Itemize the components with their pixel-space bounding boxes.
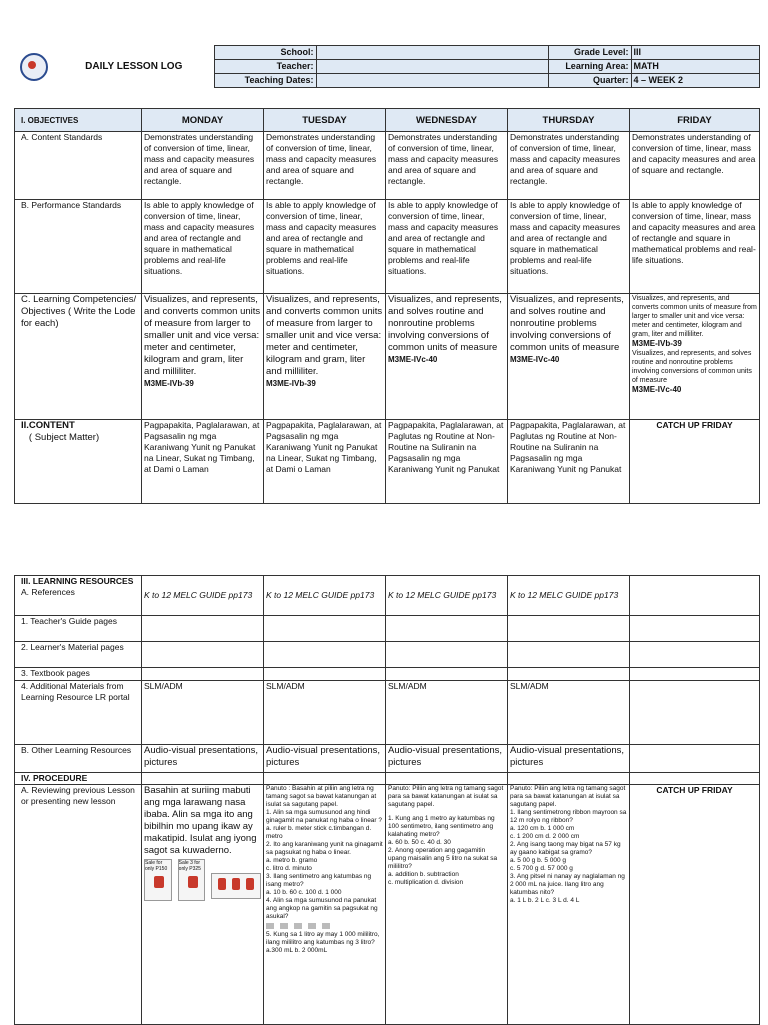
review-thu: Panuto: Piliin ang letra ng tamang sagot para sa bawat katanungan at isulat sa sagutang papel. 1. Ilang sentimetrong ribbon mayroon sa 12 m rolyo ng ribbon? a. 120 cm b. 1 000 cm c. 1 200 cm d. 2 000 cm 2. Ang isang taong may bigat na 57 kg ay gaano kabigat sa gramo? a. 5 00 g b. 5 000 g c. 5 700 g d. 57 000 g 3. Ang pitsel ni nanay ay naglalaman ng 2 000 mL na juice. Ilang litro ang katumbas nito? a. 1 L b. 2 L c. 3 L d. 4 L <box>508 785 630 1025</box>
procedure-label: IV. PROCEDURE <box>15 773 142 785</box>
sale-pictures <box>144 859 261 901</box>
av-thu: Audio-visual presentations, pictures <box>508 745 630 773</box>
school-label: School: <box>214 46 316 60</box>
quarter-value: 4 – WEEK 2 <box>631 74 759 88</box>
content-fri: CATCH UP FRIDAY <box>630 420 760 504</box>
perf-std-tue: Is able to apply knowledge of conversion of time, linear, mass and capacity measures and area of rectangle and square in mathematical problems and real-life situations. <box>264 200 386 294</box>
objectives-table <box>14 108 760 504</box>
page-title: DAILY LESSON LOG <box>85 61 183 72</box>
av-tue: Audio-visual presentations, pictures <box>264 745 386 773</box>
competency-fri: Visualizes, and represents, and converts common units of measure from larger to smaller unit and vice versa: meter and centimeter, kilogram and gram, liter and milliliter. M3ME-IVb-39 Visualizes, and represents, and solves routine and nonroutine problems involving conversions of common units of measure M3ME-IVc-40 <box>630 294 760 420</box>
day-thursday: THURSDAY <box>508 109 630 132</box>
day-friday: FRIDAY <box>630 109 760 132</box>
guide-mon: K to 12 MELC GUIDE pp173 <box>142 576 264 616</box>
grade-value: III <box>631 46 759 60</box>
content-thu: Pagpapakita, Paglalarawan, at Paglutas ng Routine at Non-Routine na Suliranin na Pagsasalin ng mga Karaniwang Yunit ng Panukat <box>508 420 630 504</box>
content-label: II.CONTENT ( Subject Matter) <box>15 420 142 504</box>
guide-wed: K to 12 MELC GUIDE pp173 <box>386 576 508 616</box>
area-label: Learning Area: <box>548 60 631 74</box>
resources-table <box>14 575 760 1025</box>
resources-label: III. LEARNING RESOURCES A. References <box>15 576 142 616</box>
header-table <box>14 45 760 88</box>
guide-fri <box>630 576 760 616</box>
competencies-label: C. Learning Competencies/ Objectives ( Write the Lode for each) <box>15 294 142 420</box>
sale-picture-1: Sale for only P150 <box>144 859 172 901</box>
review-fri: CATCH UP FRIDAY <box>630 785 760 1025</box>
dates-label: Teaching Dates: <box>214 74 316 88</box>
objectives-header: I. OBJECTIVES <box>15 109 142 132</box>
guide-tue: K to 12 MELC GUIDE pp173 <box>264 576 386 616</box>
other-resources-label: B. Other Learning Resources <box>15 745 142 773</box>
content-wed: Pagpapakita, Paglalarawan, at Paglutas ng Routine at Non-Routine na Suliranin na Pagsasalin ng mga Karaniwang Yunit ng Panukat <box>386 420 508 504</box>
textbook-label: 3. Textbook pages <box>15 668 142 681</box>
content-std-tue: Demonstrates understanding of conversion of time, linear, mass and capacity measures and area of square and rectangle. <box>264 132 386 200</box>
teacher-value[interactable] <box>316 60 548 74</box>
competency-thu: Visualizes, and represents, and solves routine and nonroutine problems involving conversions of common units of measure M3ME-IVc-40 <box>508 294 630 420</box>
teacher-guide-label: 1. Teacher's Guide pages <box>15 616 142 642</box>
additional-materials-label: 4. Additional Materials from Learning Resource LR portal <box>15 681 142 745</box>
performance-standards-label: B. Performance Standards <box>15 200 142 294</box>
quarter-label: Quarter: <box>548 74 631 88</box>
day-wednesday: WEDNESDAY <box>386 109 508 132</box>
sale-picture-2: Sale 3 for only P325 <box>178 859 206 901</box>
content-std-wed: Demonstrates understanding of conversion of time, linear, mass and capacity measures and area of square and rectangle. <box>386 132 508 200</box>
content-std-thu: Demonstrates understanding of conversion of time, linear, mass and capacity measures and area of square and rectangle. <box>508 132 630 200</box>
content-mon: Pagpapakita, Paglalarawan, at Pagsasalin ng mga Karaniwang Yunit ng Panukat na Linear, Sukat ng Timbang, at Dami o Laman <box>142 420 264 504</box>
av-mon: Audio-visual presentations, pictures <box>142 745 264 773</box>
grade-label: Grade Level: <box>548 46 631 60</box>
day-tuesday: TUESDAY <box>264 109 386 132</box>
measure-tools-picture <box>266 923 336 929</box>
perf-std-wed: Is able to apply knowledge of conversion of time, linear, mass and capacity measures and area of rectangle and square in mathematical problems and real-life situations. <box>386 200 508 294</box>
slm-wed: SLM/ADM <box>386 681 508 745</box>
review-tue: Panuto : Basahin at piliin ang letra ng tamang sagot sa bawat katanungan at isulat sa sagutang papel. 1. Alin sa mga sumusunod ang hindi ginagamit na panukat ng haba o linear ? a. ruler b. meter stick c.timbangan d. metro 2. Ito ang karaniwang yunit na ginagamit sa pagsukat ng haba o linear. a. metro b. gramo c. litro d. minuto 3. Ilang sentimetro ang katumbas ng isang metro? a. 10 b. 60 c. 100 d. 1 000 4. Alin sa mga sumusunod na panukat ang angkop na gamitin sa pagsukat ng asukal? 5. Kung sa 1 litro ay may 1 000 mililitro, ilang mililitro ang katumbas ng 3 litro? a.300 mL b. 2 000mL <box>264 785 386 1025</box>
competency-wed: Visualizes, and represents, and solves routine and nonroutine problems involving conversions of common units of measure M3ME-IVc-40 <box>386 294 508 420</box>
teacher-label: Teacher: <box>214 60 316 74</box>
content-standards-label: A. Content Standards <box>15 132 142 200</box>
perf-std-mon: Is able to apply knowledge of conversion of time, linear, mass and capacity measures and area of rectangle and square in mathematical problems and real-life situations. <box>142 200 264 294</box>
content-std-mon: Demonstrates understanding of conversion of time, linear, mass and capacity measures and area of square and rectangle. <box>142 132 264 200</box>
review-mon: Basahin at suriing mabuti ang mga larawang nasa ibaba. Alin sa mga ito ang bibilhin mo upang ikaw ay makatipid. Isulat ang iyong sagot sa kuwaderno. Sale for only P150 Sale 3 for only P325 <box>142 785 264 1025</box>
competency-code-tue: M3ME-IVb-39 <box>266 379 316 388</box>
competency-mon: Visualizes, and represents, and converts common units of measure from larger to smaller unit and vice versa: meter and centimeter, kilogram and gram, liter and milliliter. M3ME-IVb-39 <box>142 294 264 420</box>
slm-thu: SLM/ADM <box>508 681 630 745</box>
dates-value[interactable] <box>316 74 548 88</box>
day-monday: MONDAY <box>142 109 264 132</box>
review-wed: Panuto: Piliin ang letra ng tamang sagot para sa bawat katanungan at isulat sa sagutang papel. 1. Kung ang 1 metro ay katumbas ng 100 sentimetro, ilang sentimetro ang kalahating metro? a. 60 b. 50 c. 40 d. 30 2. Anong operation ang gagamitin upang maisalin ang 5 litro na sukat sa mililitro? a. addition b. subtraction c. multiplication d. division <box>386 785 508 1025</box>
content-tue: Pagpapakita, Paglalarawan, at Pagsasalin ng mga Karaniwang Yunit ng Panukat na Linear, Sukat ng Timbang, at Dami o Laman <box>264 420 386 504</box>
school-value[interactable] <box>316 46 548 60</box>
product-picture <box>211 873 261 899</box>
competency-code-thu: M3ME-IVc-40 <box>510 355 560 364</box>
competency-code-wed: M3ME-IVc-40 <box>388 355 438 364</box>
perf-std-thu: Is able to apply knowledge of conversion of time, linear, mass and capacity measures and area of rectangle and square in mathematical problems and real-life situations. <box>508 200 630 294</box>
competency-code-mon: M3ME-IVb-39 <box>144 379 194 388</box>
deped-seal-logo <box>20 53 48 81</box>
area-value: MATH <box>631 60 759 74</box>
learner-material-label: 2. Learner's Material pages <box>15 642 142 668</box>
content-std-fri: Demonstrates understanding of conversion of time, linear, mass and capacity measures and area of square and rectangle. <box>630 132 760 200</box>
perf-std-fri: Is able to apply knowledge of conversion of time, linear, mass and capacity measures and area of rectangle and square in mathematical problems and real-life situations. <box>630 200 760 294</box>
av-wed: Audio-visual presentations, pictures <box>386 745 508 773</box>
competency-tue: Visualizes, and represents, and converts common units of measure from larger to smaller unit and vice versa: meter and centimeter, kilogram and gram, liter and milliliter. M3ME-IVb-39 <box>264 294 386 420</box>
slm-tue: SLM/ADM <box>264 681 386 745</box>
guide-thu: K to 12 MELC GUIDE pp173 <box>508 576 630 616</box>
review-lesson-label: A. Reviewing previous Lesson or presenting new lesson <box>15 785 142 1025</box>
slm-mon: SLM/ADM <box>142 681 264 745</box>
